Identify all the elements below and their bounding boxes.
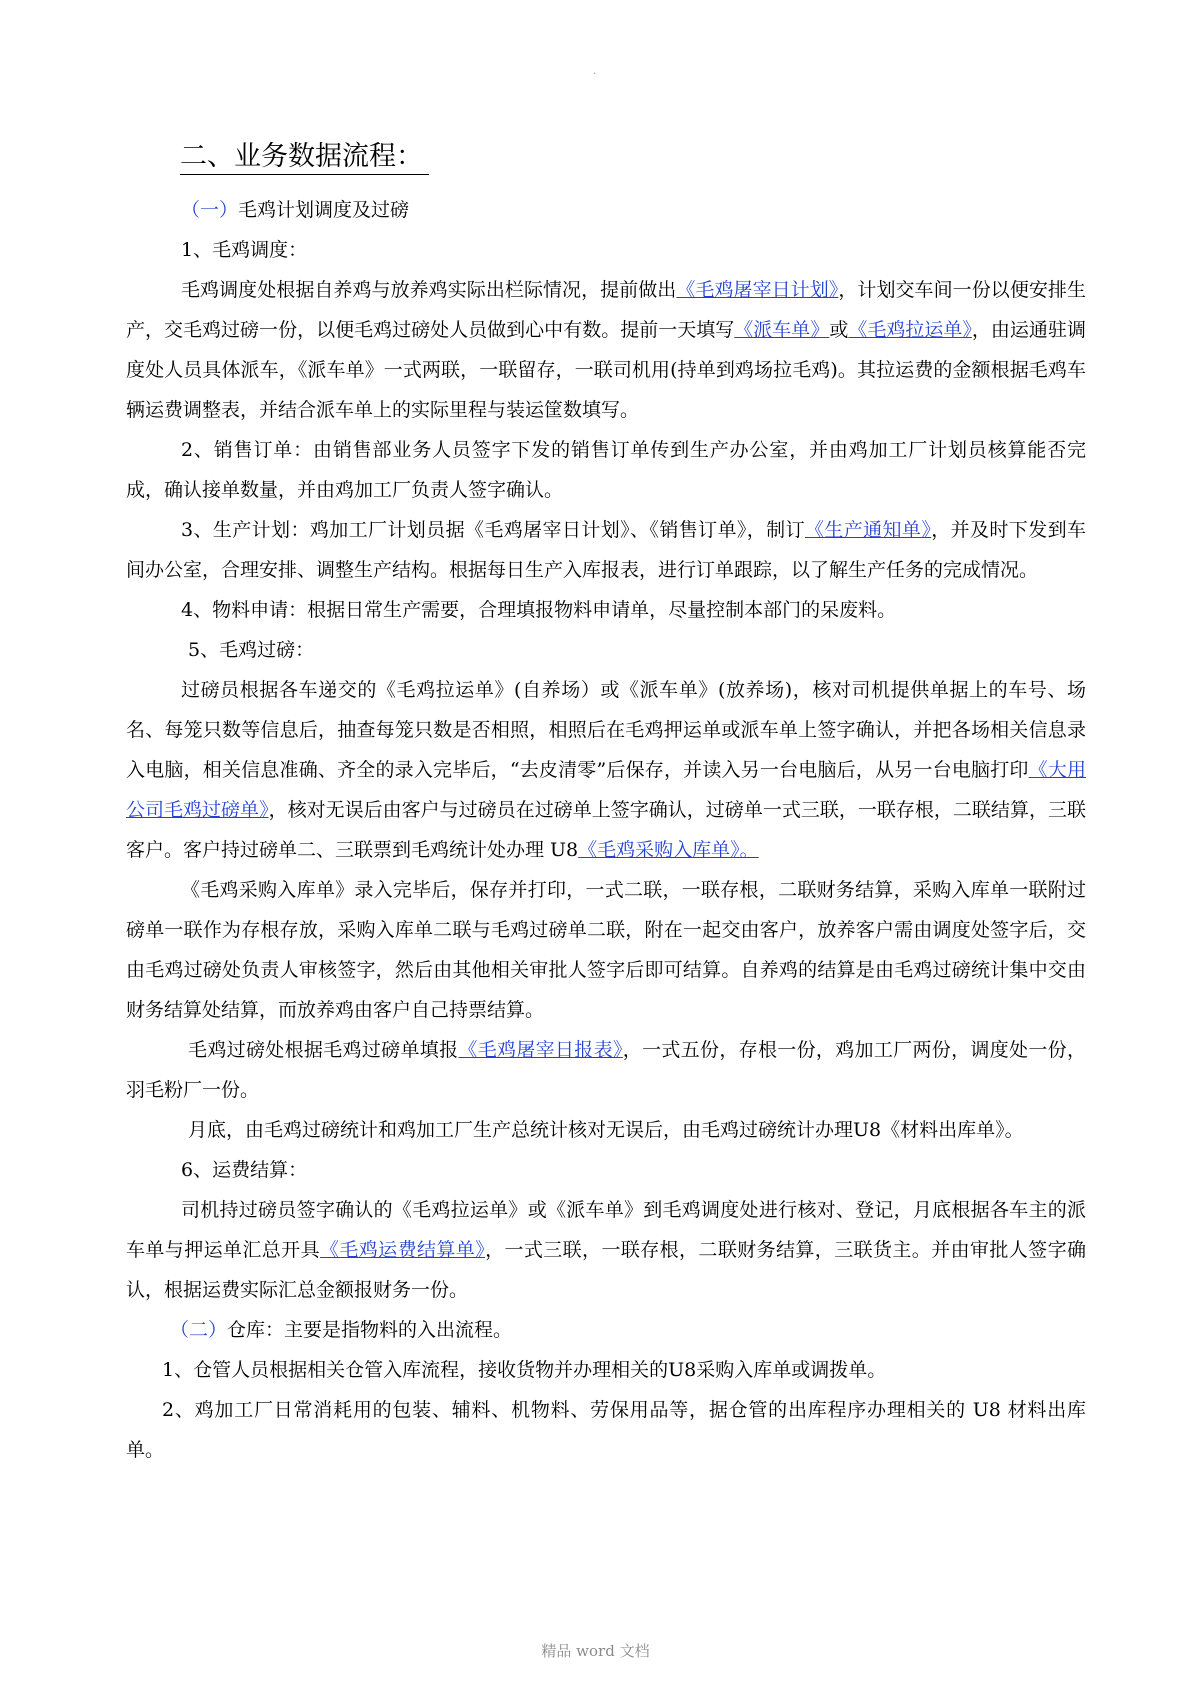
- item-2-paragraph: 2、销售订单：由销售部业务人员签字下发的销售订单传到生产办公室，并由鸡加工厂计划员核算能否完成，确认接单数量，并由鸡加工厂负责人签字确认。: [126, 439, 1086, 501]
- subsection-text-2: 仓库：主要是指物料的入出流程。: [227, 1319, 513, 1341]
- link-freight-settlement[interactable]: 《毛鸡运费结算单》: [319, 1239, 486, 1261]
- item-5-paragraph-3: 毛鸡过磅处根据毛鸡过磅单填报《毛鸡屠宰日报表》，一式五份，存根一份，鸡加工厂两份，调度处一份，羽毛粉厂一份。: [126, 1039, 1086, 1101]
- subsection-title-1: [126, 190, 1086, 230]
- subsection-number-2: （二）: [170, 1319, 228, 1341]
- item-1-paragraph: 毛鸡调度处根据自养鸡与放养鸡实际出栏际情况，提前做出《毛鸡屠宰日计划》，计划交车间一份以便安排生产，交毛鸡过磅一份，以便毛鸡过磅处人员做到心中有数。提前一天填写《派车单》或《毛鸡拉运单》，由运通驻调度处人员具体派车，《派车单》一式两联，一联留存，一联司机用(持单到鸡场拉毛鸡)。其拉运费的金额根据毛鸡车辆运费调整表，并结合派车单上的实际里程与装运筐数填写。: [126, 279, 1086, 421]
- page-footer: 精品 word 文档: [541, 1642, 650, 1660]
- link-chicken-transport-slip[interactable]: 《毛鸡拉运单》: [848, 319, 972, 341]
- warehouse-item-1: 1、仓管人员根据相关仓管入库流程，接收货物并办理相关的U8采购入库单或调拨单。: [162, 1359, 887, 1381]
- subsection-number-1: （一）: [181, 199, 239, 221]
- link-slaughter-daily-plan[interactable]: 《毛鸡屠宰日计划》: [676, 279, 839, 301]
- section-heading: 二、业务数据流程：: [180, 140, 429, 175]
- document-body: [126, 190, 1086, 1470]
- warehouse-item-2: 2、鸡加工厂日常消耗用的包装、辅料、机物料、劳保用品等，据仓管的出库程序办理相关的 U8 材料出库单。: [126, 1399, 1086, 1461]
- header-mark: .: [593, 66, 597, 77]
- link-purchase-receipt[interactable]: 《毛鸡采购入库单》。: [578, 839, 759, 861]
- item-6-paragraph: 司机持过磅员签字确认的《毛鸡拉运单》或《派车单》到毛鸡调度处进行核对、登记，月底根据各车主的派车单与押运单汇总开具《毛鸡运费结算单》，一式三联，一联存根，二联财务结算，三联货主。并由审批人签字确认，根据运费实际汇总金额报财务一份。: [126, 1199, 1086, 1301]
- item-5-paragraph-4: 月底，由毛鸡过磅统计和鸡加工厂生产总统计核对无误后，由毛鸡过磅统计办理U8《材料出库单》。: [188, 1119, 1024, 1141]
- link-weighing-slip[interactable]: 《大用公司毛鸡过磅单》: [126, 759, 1086, 821]
- link-slaughter-daily-report[interactable]: 《毛鸡屠宰日报表》: [458, 1039, 623, 1061]
- subsection-text-1: 毛鸡计划调度及过磅: [238, 199, 410, 221]
- link-dispatch-slip[interactable]: 《派车单》: [734, 319, 830, 341]
- item-5-label: 5、毛鸡过磅：: [188, 639, 315, 661]
- item-3-paragraph: 3、生产计划：鸡加工厂计划员据《毛鸡屠宰日计划》、《销售订单》，制订《生产通知单》，并及时下发到车间办公室，合理安排、调整生产结构。根据每日生产入库报表，进行订单跟踪，以了解生产任务的完成情况。: [126, 519, 1086, 581]
- item-1-label: 1、毛鸡调度：: [181, 239, 308, 261]
- link-production-notice[interactable]: 《生产通知单》: [804, 519, 932, 541]
- item-4-paragraph: 4、物料申请：根据日常生产需要，合理填报物料申请单，尽量控制本部门的呆废料。: [181, 599, 897, 621]
- item-5-paragraph-2: 《毛鸡采购入库单》录入完毕后，保存并打印，一式二联，一联存根，二联财务结算，采购入库单一联附过磅单一联作为存根存放，采购入库单二联与毛鸡过磅单二联，附在一起交由客户，放养客户需由调度处签字后，交由毛鸡过磅处负责人审核签字，然后由其他相关审批人签字后即可结算。自养鸡的结算是由毛鸡过磅统计集中交由财务结算处结算，而放养鸡由客户自己持票结算。: [126, 879, 1086, 1021]
- item-6-label: 6、运费结算：: [181, 1159, 308, 1181]
- subsection-title-2: [126, 1310, 1086, 1350]
- item-5-paragraph-1: 过磅员根据各车递交的《毛鸡拉运单》(自养场）或《派车单》(放养场)，核对司机提供单据上的车号、场名、每笼只数等信息后，抽查每笼只数是否相照，相照后在毛鸡押运单或派车单上签字确认，并把各场相关信息录入电脑，相关信息准确、齐全的录入完毕后，“去皮清零”后保存，并读入另一台电脑后，从另一台电脑打印《大用公司毛鸡过磅单》，核对无误后由客户与过磅员在过磅单上签字确认，过磅单一式三联，一联存根，二联结算，三联客户。客户持过磅单二、三联票到毛鸡统计处办理 U8《毛鸡采购入库单》。: [126, 679, 1086, 861]
